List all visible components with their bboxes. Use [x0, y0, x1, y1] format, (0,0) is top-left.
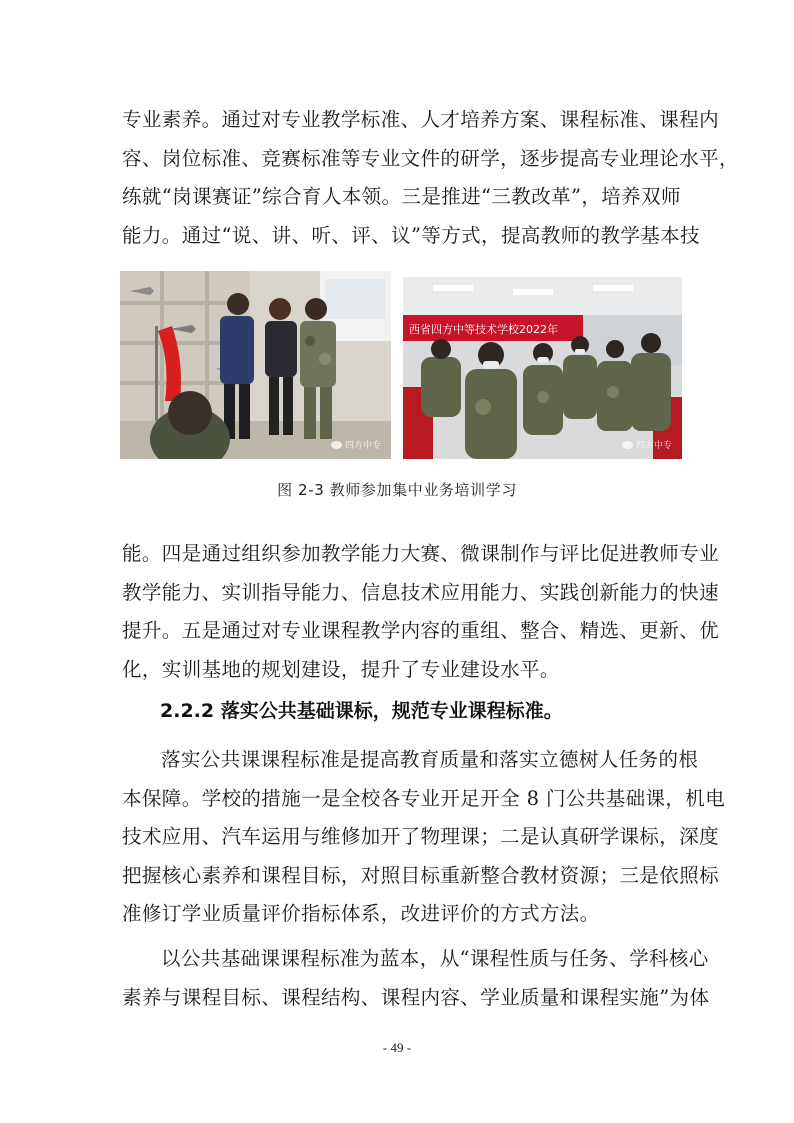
text-line: 化，实训基地的规划建设，提升了专业建设水平。 — [122, 657, 560, 681]
paragraph-2 — [122, 535, 720, 689]
text-line: 提升。五是通过对专业课程教学内容的重组、整合、精选、更新、优 — [122, 619, 720, 642]
section-heading: 2.2.2 落实公共基础课标，规范专业课程标准。 — [160, 700, 563, 722]
text-line: 准修订学业质量评价指标体系，改进评价的方式方法。 — [122, 902, 600, 925]
training-photo-left — [120, 271, 391, 459]
text-line: 容、岗位标准、竞赛标准等专业文件的研学，逐步提高专业理论水平， — [122, 146, 739, 170]
text-line: 教学能力、实训指导能力、信息技术应用能力、实践创新能力的快速 — [122, 580, 720, 604]
figure-caption: 图 2-3 教师参加集中业务培训学习 — [277, 481, 517, 499]
banner-text: 西省四方中等技术学校2022年 — [409, 323, 558, 336]
text-line: 专业素养。通过对专业教学标准、人才培养方案、课程标准、课程内 — [122, 108, 720, 131]
auditorium-training-image — [403, 277, 682, 459]
paragraph-1 — [122, 101, 739, 255]
watermark — [331, 438, 381, 451]
text-line: 能力。通过“说、讲、听、评、议”等方式，提高教师的教学基本技 — [122, 223, 700, 247]
text-line: 落实公共课课程标准是提高教育质量和落实立德树人任务的根 — [161, 748, 699, 771]
wechat-icon — [331, 441, 342, 449]
text-line: 技术应用、汽车运用与维修加开了物理课；二是认真研学课标，深度 — [122, 825, 720, 848]
text-line: 以公共基础课课程标准为蓝本，从“课程性质与任务、学科核心 — [161, 947, 709, 970]
watermark — [622, 438, 672, 451]
training-photo-right — [403, 277, 682, 459]
text-line: 能。四是通过组织参加教学能力大赛、微课制作与评比促进教师专业 — [122, 542, 720, 565]
text-line: 把握核心素养和课程目标，对照目标重新整合教材资源；三是依照标 — [122, 863, 720, 887]
paragraph-4 — [122, 940, 710, 1017]
page-number: - 49 - — [382, 1040, 412, 1055]
figure-photos — [120, 271, 682, 459]
text-line: 本保障。学校的措施一是全校各专业开足开全 8 门公共基础课，机电 — [122, 786, 726, 810]
watermark-text: 四方中专 — [635, 441, 672, 451]
text-line: 练就“岗课赛证”综合育人本领。三是推进“三教改革”，培养双师 — [122, 185, 681, 208]
classroom-award-image — [120, 271, 391, 459]
text-line: 素养与课程目标、课程结构、课程内容、学业质量和课程实施”为体 — [122, 985, 710, 1009]
wechat-icon — [622, 441, 633, 449]
watermark-text: 四方中专 — [344, 441, 381, 451]
paragraph-3 — [122, 741, 726, 934]
